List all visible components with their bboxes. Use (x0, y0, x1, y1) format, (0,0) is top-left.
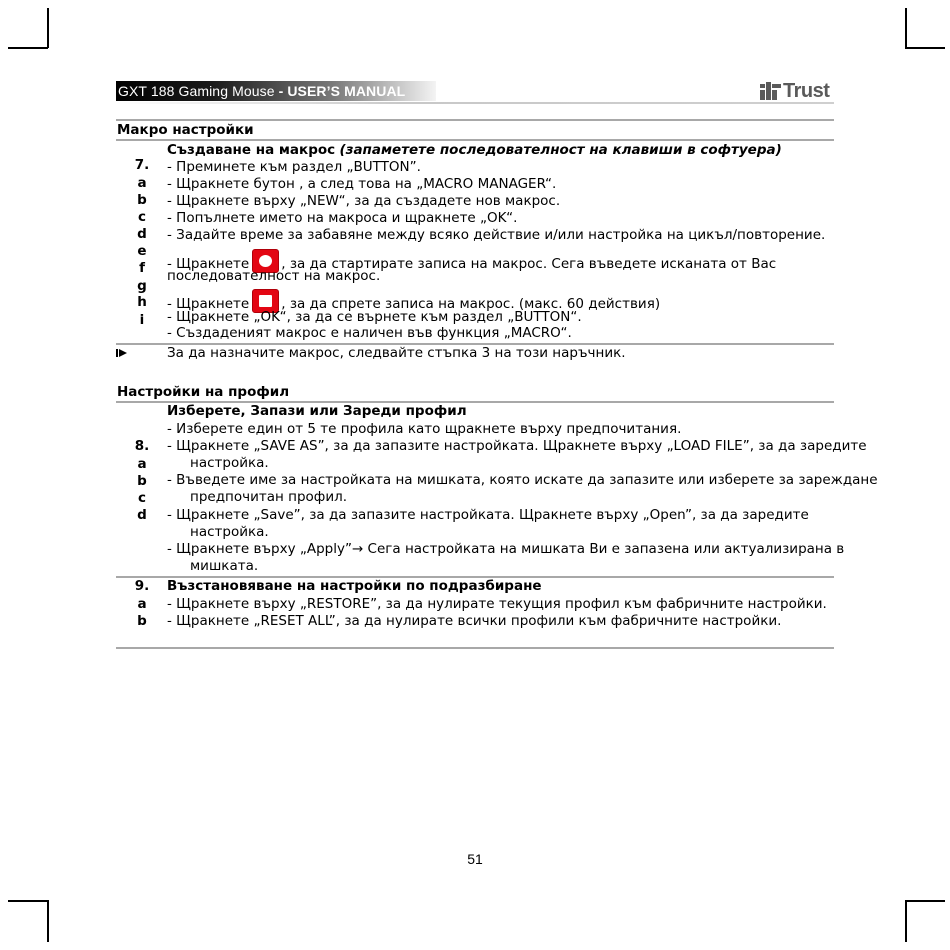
instruction-line-cont: мишката. (190, 558, 259, 574)
heading-text: Възстановяване на настройки по подразбиране (167, 578, 542, 594)
header-rule (116, 102, 834, 104)
instruction-line: последователност на макрос. (167, 268, 381, 284)
step-label: a (137, 456, 147, 472)
step-label: h (137, 294, 147, 310)
step-label: i (139, 312, 145, 328)
crop-mark-bottom-left-v (47, 900, 49, 942)
instruction-line: - Щракнете върху „Apply”→ Сега настройката на мишката Ви е запазена или актуализирана в (167, 541, 845, 557)
crop-mark-bottom-right-v (905, 900, 907, 942)
instruction-line: - Щракнете бутон , а след това на „MACRO MANAGER“. (167, 176, 557, 192)
crop-mark-top-left-v (47, 8, 49, 48)
section-rule (116, 647, 834, 649)
step-number: 7. (134, 157, 150, 173)
crop-mark-top-right-h (905, 47, 945, 49)
instruction-line-record: - Щракнете , за да стартирате записа на макрос. Сега въведете исканата от Вас (167, 249, 776, 273)
manual-label: - USER’S MANUAL (274, 83, 406, 99)
section-title-macro: Макро настройки (117, 122, 254, 138)
heading-text: Създаване на макрос (167, 142, 336, 158)
instruction-line: - Щракнете „SAVE AS”, за да запазите настройката. Щракнете върху „LOAD FILE”, за да заредите (167, 438, 867, 454)
heading-note: (запаметете последователност на клавиши в софтуера) (339, 142, 782, 158)
crop-mark-bottom-right-h (905, 900, 945, 902)
section-title-profile: Настройки на профил (117, 384, 290, 400)
instruction-line: - Щракнете „RESET ALL”, за да нулирате всички профили към фабричните настройки. (167, 613, 782, 629)
instruction-line: - Попълнете името на макроса и щракнете „OK“. (167, 210, 518, 226)
step-label: e (137, 243, 147, 259)
instruction-line-cont: предпочитан профил. (190, 489, 348, 505)
instruction-line-cont: настройка. (190, 524, 269, 540)
trust-logo-icon (760, 82, 782, 100)
instruction-line: - Преминете към раздел „BUTTON”. (167, 159, 421, 175)
step-label: c (137, 209, 146, 225)
step-label: a (137, 596, 147, 612)
step-label: d (137, 226, 147, 242)
instruction-line: - Задайте време за забавяне между всяко действие и/или настройка на цикъл/повторение. (167, 227, 826, 243)
instruction-line: - Изберете един от 5 те профила като щракнете върху предпочитания. (167, 421, 682, 437)
brand-name: Trust (783, 79, 830, 102)
step-number: 8. (134, 438, 150, 454)
step-label: b (137, 473, 147, 489)
step-label: g (137, 278, 147, 294)
note-line: За да назначите макрос, следвайте стъпка 3 на този наръчник. (167, 345, 626, 361)
step-heading (167, 578, 542, 595)
step-heading (167, 142, 782, 159)
instruction-line: - Въведете име за настройката на мишката, която искате да запазите или изберете за зареждане (167, 472, 878, 488)
crop-mark-top-left-h (8, 47, 48, 49)
crop-mark-bottom-left-h (8, 900, 48, 902)
header-title (118, 83, 405, 99)
heading-text: Изберете, Запази или Зареди профил (167, 403, 467, 419)
step-label: a (137, 175, 147, 191)
step-heading (167, 403, 467, 420)
instruction-line-cont: настройка. (190, 455, 269, 471)
step-number: 9. (134, 578, 150, 594)
step-label: c (137, 490, 146, 506)
arrow-bullet-icon (116, 348, 128, 358)
step-label: b (137, 192, 147, 208)
section-rule (116, 139, 834, 141)
trust-logo (760, 79, 829, 103)
instruction-line: - Щракнете „Save”, за да запазите настройката. Щракнете върху „Open”, за да заредите (167, 507, 809, 523)
page-number: 51 (467, 851, 483, 867)
instruction-line: - Щракнете върху „RESTORE”, за да нулирате текущия профил към фабричните настройки. (167, 596, 827, 612)
step-label: d (137, 507, 147, 523)
crop-mark-top-right-v (905, 8, 907, 48)
step-label: b (137, 613, 147, 629)
instruction-line: - Създаденият макрос е наличен във функция „MACRO“. (167, 325, 572, 341)
step-label: f (139, 260, 145, 276)
section-rule (116, 119, 834, 121)
instruction-line-stop: - Щракнете , за да спрете записа на макрос. (макс. 60 действия) (167, 289, 660, 313)
product-name: GXT 188 Gaming Mouse (118, 83, 275, 99)
instruction-line: - Щракнете върху „NEW“, за да създадете нов макрос. (167, 193, 561, 209)
instruction-line: - Щракнете „OK“, за да се върнете към раздел „BUTTON“. (167, 309, 582, 325)
